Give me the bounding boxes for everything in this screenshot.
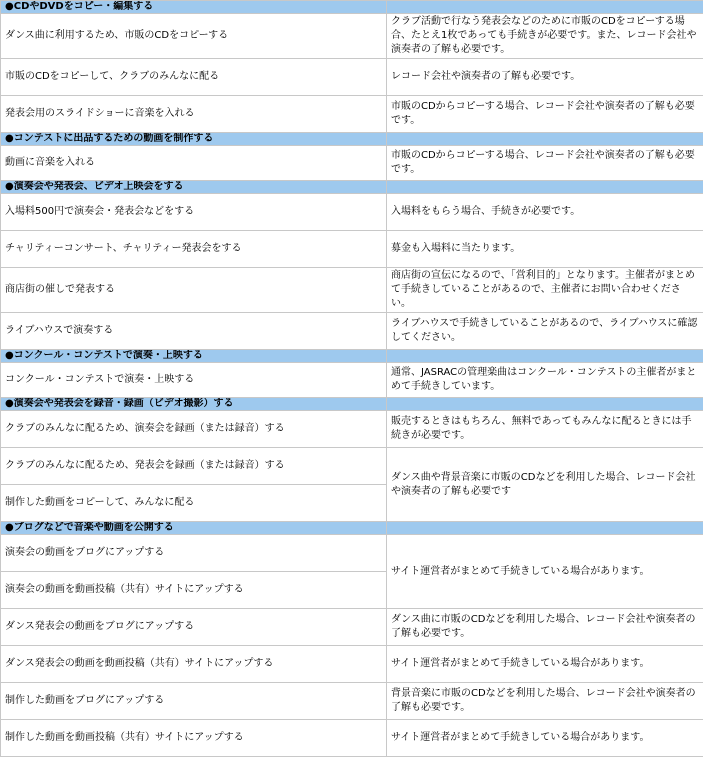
table-row	[1, 146, 703, 181]
action-cell: クラブのみんなに配るため、発表会を録画（または録音）する	[1, 448, 387, 485]
note-cell: 市販のCDからコピーする場合、レコード会社や演奏者の了解も必要です。	[387, 96, 703, 133]
table-row	[1, 59, 703, 96]
note-cell: 販売するときはもちろん、無料であってもみんなに配るときには手続きが必要です。	[387, 411, 703, 448]
note-cell: レコード会社や演奏者の了解も必要です。	[387, 59, 703, 96]
table-row	[1, 535, 703, 572]
section-header	[1, 1, 703, 14]
action-cell: 発表会用のスライドショーに音楽を入れる	[1, 96, 387, 133]
table-row	[1, 96, 703, 133]
action-cell: 演奏会の動画を動画投稿（共有）サイトにアップする	[1, 572, 387, 609]
table-row	[1, 268, 703, 313]
action-cell: チャリティーコンサート、チャリティー発表会をする	[1, 231, 387, 268]
section-header-blank	[387, 350, 703, 363]
action-cell: 市販のCDをコピーして、クラブのみんなに配る	[1, 59, 387, 96]
action-cell: コンクール・コンテストで演奏・上映する	[1, 363, 387, 398]
section-header-blank	[387, 398, 703, 411]
action-cell: 入場料500円で演奏会・発表会などをする	[1, 194, 387, 231]
section-header-blank	[387, 133, 703, 146]
section-title: ●演奏会や発表会、ビデオ上映会をする	[1, 181, 387, 194]
action-cell: ダンス発表会の動画をブログにアップする	[1, 609, 387, 646]
note-cell: ライブハウスで手続きしていることがあるので、ライブハウスに確認してください。	[387, 313, 703, 350]
table-row	[1, 194, 703, 231]
section-header	[1, 181, 703, 194]
action-cell: 制作した動画をブログにアップする	[1, 683, 387, 720]
note-cell: サイト運営者がまとめて手続きしている場合があります。	[387, 535, 703, 609]
action-cell: 演奏会の動画をブログにアップする	[1, 535, 387, 572]
section-title: ●ブログなどで音楽や動画を公開する	[1, 522, 387, 535]
section-header	[1, 350, 703, 363]
table-row	[1, 683, 703, 720]
action-cell: ダンス曲に利用するため、市販のCDをコピーする	[1, 14, 387, 59]
section-title: ●CDやDVDをコピー・編集する	[1, 1, 387, 14]
table-row	[1, 720, 703, 757]
note-cell: 通常、JASRACの管理楽曲はコンクール・コンテストの主催者がまとめて手続きしています。	[387, 363, 703, 398]
note-cell: ダンス曲に市販のCDなどを利用した場合、レコード会社や演奏者の了解も必要です。	[387, 609, 703, 646]
section-header	[1, 398, 703, 411]
table-row	[1, 448, 703, 485]
action-cell: 商店街の催しで発表する	[1, 268, 387, 313]
action-cell: 制作した動画を動画投稿（共有）サイトにアップする	[1, 720, 387, 757]
section-header	[1, 522, 703, 535]
note-cell: 商店街の宣伝になるので、「営利目的」となります。主催者がまとめて手続きしていることがあるので、主催者にお問い合わせください。	[387, 268, 703, 313]
table-row	[1, 313, 703, 350]
action-cell: 制作した動画をコピーして、みんなに配る	[1, 485, 387, 522]
note-cell: ダンス曲や背景音楽に市販のCDなどを利用した場合、レコード会社や演奏者の了解も必要です	[387, 448, 703, 522]
note-cell: 背景音楽に市販のCDなどを利用した場合、レコード会社や演奏者の了解も必要です。	[387, 683, 703, 720]
table-row	[1, 14, 703, 59]
table-row	[1, 231, 703, 268]
note-cell: サイト運営者がまとめて手続きしている場合があります。	[387, 720, 703, 757]
action-cell: ダンス発表会の動画を動画投稿（共有）サイトにアップする	[1, 646, 387, 683]
table-row	[1, 411, 703, 448]
note-cell: 市販のCDからコピーする場合、レコード会社や演奏者の了解も必要です。	[387, 146, 703, 181]
table-row	[1, 363, 703, 398]
note-cell: クラブ活動で行なう発表会などのために市販のCDをコピーする場合、たとえ1枚であっても手続きが必要です。また、レコード会社や演奏者の了解も必要です。	[387, 14, 703, 59]
action-cell: ライブハウスで演奏する	[1, 313, 387, 350]
section-header-blank	[387, 522, 703, 535]
section-header	[1, 133, 703, 146]
section-title: ●コンテストに出品するための動画を制作する	[1, 133, 387, 146]
note-cell: サイト運営者がまとめて手続きしている場合があります。	[387, 646, 703, 683]
section-title: ●コンクール・コンテストで演奏・上映する	[1, 350, 387, 363]
section-title: ●演奏会や発表会を録音・録画（ビデオ撮影）する	[1, 398, 387, 411]
note-cell: 入場料をもらう場合、手続きが必要です。	[387, 194, 703, 231]
section-header-blank	[387, 181, 703, 194]
action-cell: 動画に音楽を入れる	[1, 146, 387, 181]
section-header-blank	[387, 1, 703, 14]
table-row	[1, 609, 703, 646]
note-cell: 募金も入場料に当たります。	[387, 231, 703, 268]
table-row	[1, 646, 703, 683]
action-cell: クラブのみんなに配るため、演奏会を録画（または録音）する	[1, 411, 387, 448]
